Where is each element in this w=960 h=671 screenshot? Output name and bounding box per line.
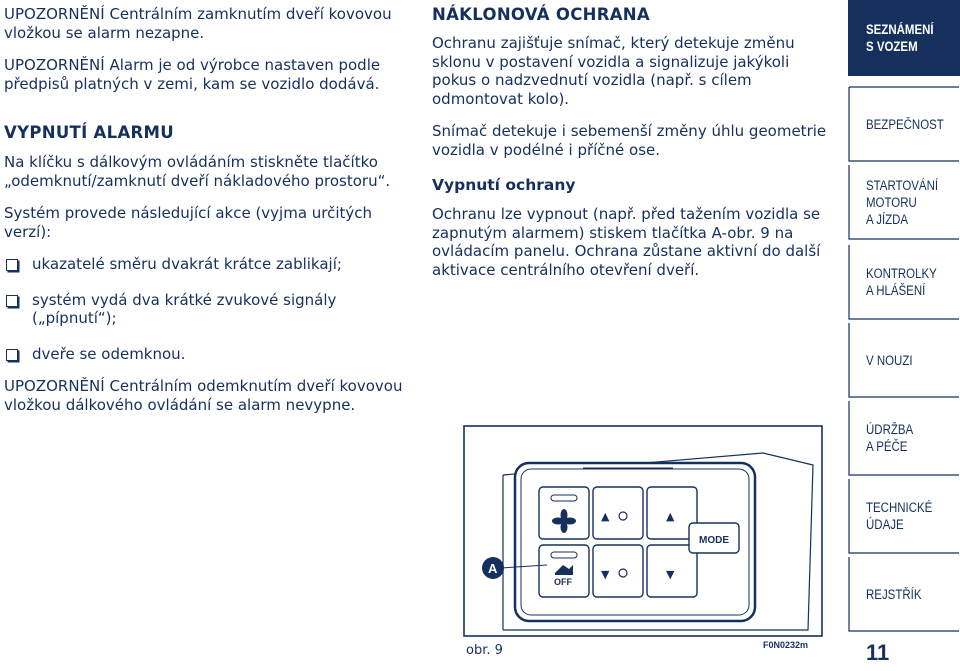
tab-label: SEZNÁMENÍ	[866, 22, 934, 37]
tab-label: A PÉČE	[866, 439, 908, 454]
tab-bezpecnost[interactable]	[848, 86, 960, 162]
tab-label: REJSTŘÍK	[866, 586, 922, 602]
tab-seznameni-s-vozem[interactable]	[848, 0, 960, 76]
tab-label: V NOUZI	[866, 352, 913, 368]
tab-label: A JÍZDA	[866, 211, 909, 227]
instruction-paragraph: Na klíčku s dálkovým ovládáním stiskněte tlačítko „odemknutí/zamknutí dveří nákladového prostoru“.	[4, 153, 391, 190]
warning-paragraph-3: UPOZORNĚNÍ Centrálním odemknutím dveří kovovou vložkou dálkového ovládání se alarm nevypne.	[4, 377, 403, 414]
tilt-paragraph-2: Snímač detekuje i sebemenší změny úhlu geometrie vozidla v podélné i příčné ose.	[432, 122, 827, 159]
warning-paragraph-1: UPOZORNĚNÍ Centrálním zamknutím dveří kovovou vložkou se alarm nezapne.	[4, 5, 392, 42]
tab-startovani-motoru[interactable]	[848, 164, 960, 240]
bullet-item	[4, 255, 404, 274]
bullet-item	[4, 291, 404, 328]
svg-text:▼: ▼	[601, 568, 610, 581]
page-number: 11	[866, 640, 890, 665]
svg-text:▲: ▲	[666, 510, 675, 523]
warning-paragraph-2: UPOZORNĚNÍ Alarm je od výrobce nastaven podle předpisů platných v zemi, kam se vozidlo dodává.	[4, 56, 381, 93]
checkbox-bullet-icon	[6, 295, 18, 307]
section-heading-tilt-protection: NÁKLONOVÁ OCHRANA	[432, 5, 650, 24]
checkbox-bullet-icon	[6, 259, 18, 271]
bullet-item	[4, 345, 404, 364]
checkbox-bullet-icon	[6, 349, 18, 361]
section-heading-alarm-off: VYPNUTÍ ALARMU	[4, 123, 174, 142]
tilt-paragraph-3: Ochranu lze vypnout (např. před tažením vozidla se zapnutým alarmem) stiskem tlačítka A-obr. 9 na ovládacím panelu. Ochrana zůstane aktivní do další aktivace centrálního otevření dveří.	[432, 205, 821, 279]
left-column	[4, 0, 404, 414]
chapter-sidebar	[848, 0, 960, 671]
off-label: OFF	[554, 577, 572, 587]
control-panel-drawing	[463, 425, 823, 637]
callout-a-label: A	[488, 561, 498, 576]
tilt-paragraph-1: Ochranu zajišťuje snímač, který detekuje změnu sklonu v postavení vozidla a signalizuje jakýkoli pokus o nadzvednutí vozidla (např. s cílem odmontovat kolo).	[432, 34, 795, 108]
bullet-text: ukazatelé směru dvakrát krátce zablikají;	[32, 255, 342, 273]
tab-label: ÚDAJE	[866, 517, 904, 532]
tab-label: STARTOVÁNÍ	[866, 177, 939, 193]
tab-label: TECHNICKÉ	[866, 500, 933, 515]
tab-label: BEZPEČNOST	[866, 116, 944, 132]
tab-label: MOTORU	[866, 194, 917, 210]
tab-label: S VOZEM	[866, 39, 918, 54]
svg-text:▲: ▲	[601, 510, 610, 523]
bullet-text: dveře se odemknou.	[32, 344, 186, 363]
bullet-text: systém vydá dva krátké zvukové signály („pípnutí“);	[32, 290, 337, 327]
tab-label: A HLÁŠENÍ	[866, 283, 926, 298]
tab-label: ÚDRŽBA	[866, 422, 914, 437]
tab-kontrolky-a-hlaseni[interactable]	[848, 244, 960, 320]
system-actions-intro: Systém provede následující akce (vyjma určitých verzí):	[4, 204, 373, 241]
tab-label: KONTROLKY	[866, 266, 937, 281]
tab-udrzba-a-pece[interactable]	[848, 400, 960, 476]
svg-text:▼: ▼	[666, 568, 675, 581]
mode-label: MODE	[699, 535, 729, 546]
figure-caption: obr. 9	[466, 643, 503, 658]
tab-technicke-udaje[interactable]	[848, 478, 960, 554]
middle-column	[432, 0, 832, 279]
figure-code: F0N0232m	[763, 640, 809, 650]
control-panel-figure	[463, 425, 823, 637]
subheading-disable-protection: Vypnutí ochrany	[432, 176, 576, 194]
tab-v-nouzi[interactable]	[848, 322, 960, 398]
tab-rejstrik[interactable]	[848, 556, 960, 632]
